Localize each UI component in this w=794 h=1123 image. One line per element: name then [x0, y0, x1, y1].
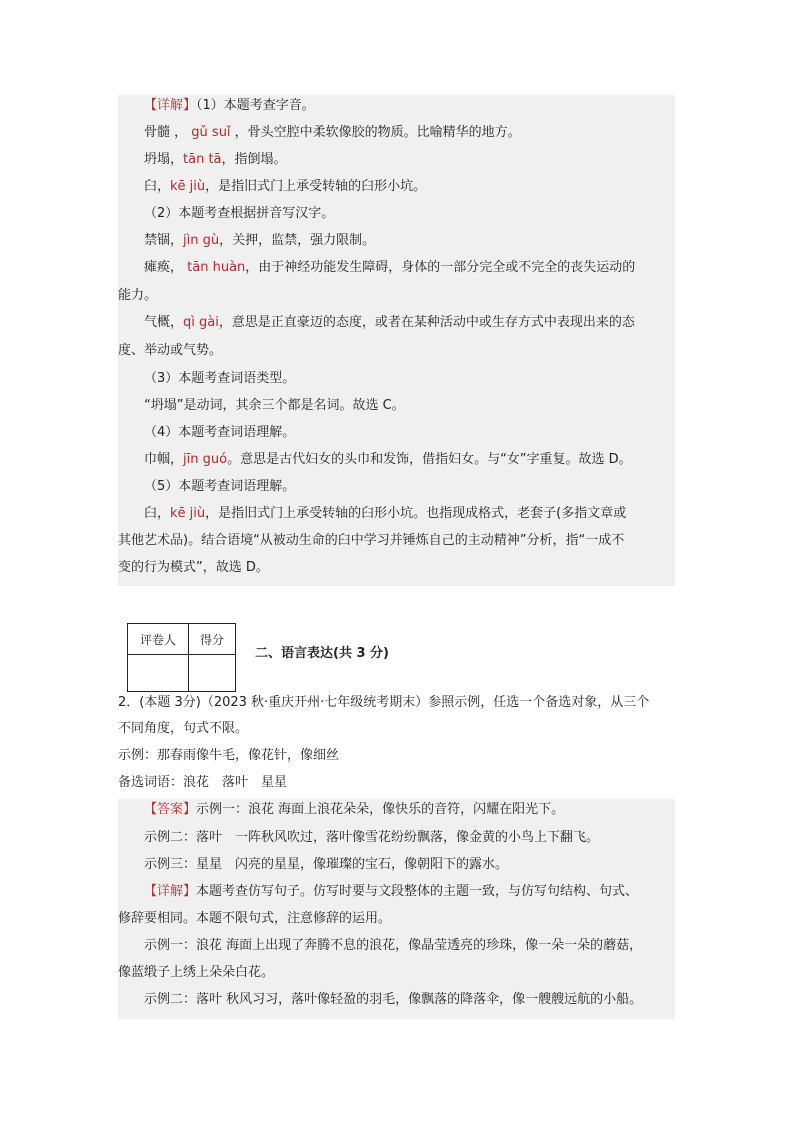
- detail-line-6: 禁锢，jìn gù，关押，监禁，强力限制。: [144, 233, 376, 248]
- pinyin: qì gài: [183, 315, 219, 330]
- detail-line-18: 变的行为模式”，故选 D。: [118, 560, 269, 575]
- pinyin: tān huàn: [187, 260, 246, 275]
- score-table-grader-header: 评卷人: [128, 624, 189, 655]
- detail-line-15: （5）本题考查词语理解。: [144, 479, 296, 494]
- pinyin: jìn gù: [183, 233, 220, 248]
- answer-line-8: 示例二：落叶 秋风习习，落叶像轻盈的羽毛，像飘落的降落伞，像一艘艘远航的小船。: [144, 992, 643, 1007]
- score-table-score-cell: [189, 655, 236, 692]
- pinyin: kē jiù: [170, 506, 206, 521]
- answer-line-3: 示例三：星星 闪亮的星星，像璀璨的宝石，像朝阳下的露水。: [144, 857, 509, 872]
- example-line: 示例：那春雨像牛毛，像花针，像细丝: [118, 748, 340, 763]
- detail-tag: 【详解】: [144, 884, 197, 899]
- pinyin: kē jiù: [170, 179, 206, 194]
- detail-line-9: 气概，qì gài，意思是正直豪迈的态度，或者在某种活动中或生存方式中表现出来的态: [144, 315, 635, 330]
- detail-line-16: 臼，kē jiù，是指旧式门上承受转轴的臼形小坑。也指现成格式，老套子(多指文章或: [144, 506, 627, 521]
- answer-tag: 【答案】: [144, 802, 197, 817]
- section-title: 二、语言表达(共 3 分): [255, 646, 389, 661]
- answer-line-7: 像蓝缎子上绣上朵朵白花。: [118, 965, 275, 980]
- detail-line-12: “坍塌”是动词，其余三个都是名词。故选 C。: [144, 398, 405, 413]
- pinyin: gǔ suǐ: [191, 125, 231, 140]
- answer-line-6: 示例一：浪花 海面上出现了奔腾不息的浪花，像晶莹透亮的珍珠，像一朵一朵的蘑菇，: [144, 938, 643, 953]
- detail-line-17: 其他艺术品)。结合语境“从被动生命的臼中学习并锤炼自己的主动精神”分析，指“一成不: [118, 533, 625, 548]
- detail-line-2: 骨髓 ， gǔ suǐ ，骨头空腔中柔软像胶的物质。比喻精华的地方。: [144, 125, 521, 140]
- pinyin: jīn guó: [183, 452, 228, 467]
- detail-line-1: 【详解】（1）本题考查字音。: [144, 98, 315, 113]
- detail-line-8: 能力。: [118, 288, 158, 303]
- detail-line-11: （3）本题考查词语类型。: [144, 371, 296, 386]
- detail-line-3: 坍塌，tān tā，指倒塌。: [144, 152, 287, 167]
- pinyin: tān tā: [183, 152, 222, 167]
- detail-line-7: 瘫痪， tān huàn，由于神经功能发生障碍，身体的一部分完全或不完全的丧失运动的: [144, 260, 636, 275]
- answer-line-5: 修辞要相同。本题不限句式，注意修辞的运用。: [118, 911, 392, 926]
- answer-line-1: 【答案】示例一：浪花 海面上浪花朵朵，像快乐的音符，闪耀在阳光下。: [144, 802, 565, 817]
- score-table-grader-cell: [128, 655, 189, 692]
- answer-line-2: 示例二：落叶 一阵秋风吹过，落叶像雪花纷纷飘落，像金黄的小鸟上下翻飞。: [144, 830, 600, 845]
- question-line-1: 2．(本题 3分)（2023 秋·重庆开州·七年级统考期末）参照示例，任选一个备选对象，从三个: [118, 695, 650, 710]
- question-line-2: 不同角度，句式不限。: [118, 721, 249, 736]
- detail-line-14: 巾帼，jīn guó。意思是古代妇女的头巾和发饰，借指妇女。与“女”字重复。故选 D。: [144, 452, 632, 467]
- candidate-words-line: 备选词语：浪花 落叶 星星: [118, 775, 288, 790]
- detail-line-5: （2）本题考查根据拼音写汉字。: [144, 206, 335, 221]
- detail-line-13: （4）本题考查词语理解。: [144, 425, 296, 440]
- detail-line-10: 度、举动或气势。: [118, 343, 223, 358]
- detail-line-4: 臼，kē jiù，是指旧式门上承受转轴的臼形小坑。: [144, 179, 427, 194]
- score-table-score-header: 得分: [189, 624, 236, 655]
- answer-line-4: 【详解】本题考查仿写句子。仿写时要与文段整体的主题一致，与仿写句结构、句式、: [144, 884, 639, 899]
- detail-tag: 【详解】: [144, 98, 197, 113]
- score-table: [127, 623, 236, 692]
